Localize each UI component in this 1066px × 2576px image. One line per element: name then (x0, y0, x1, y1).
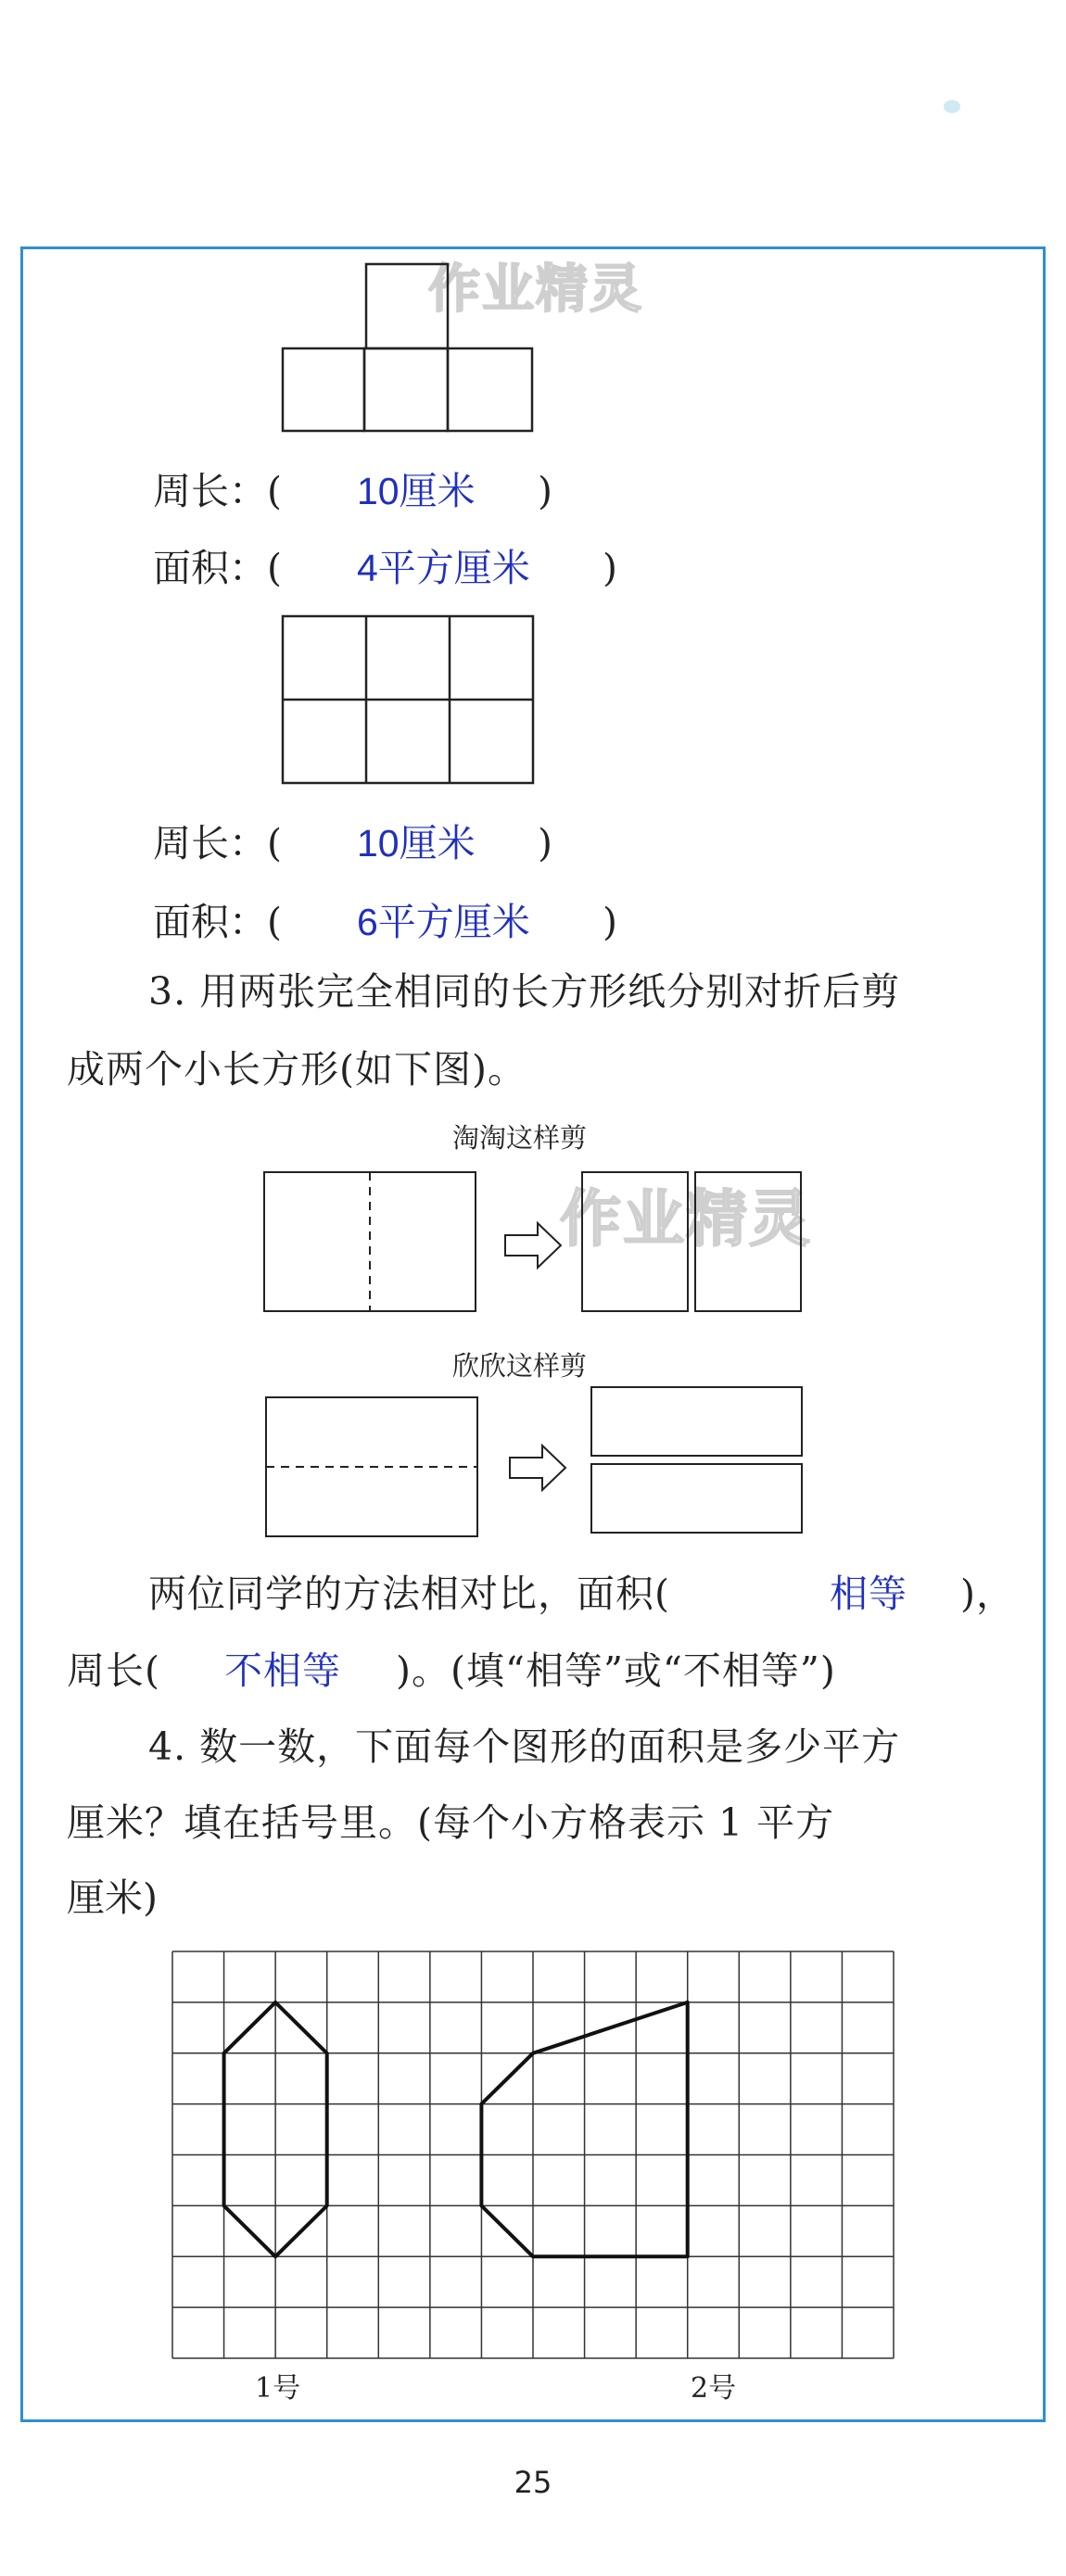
q3-text-line1: 3. 用两张完全相同的长方形纸分别对折后剪 (148, 969, 901, 1014)
area-label: 面积：( (153, 900, 282, 944)
q3-answer-hint: )。(填“相等”或“不相等”) (396, 1648, 836, 1693)
perimeter-label: 周长：( (153, 469, 282, 513)
q4-text-line3: 厘米) (67, 1875, 158, 1920)
watermark-middle: 作业精灵 (560, 1183, 812, 1255)
q3-text-line2: 成两个小长方形(如下图)。 (67, 1047, 527, 1092)
close-paren: ) (603, 546, 617, 590)
page-number: 25 (514, 2465, 552, 2500)
shape2-area-answer: 6平方厘米 (357, 901, 530, 943)
shape1-label: 1号 (255, 2372, 301, 2405)
shape1-area-answer: 4平方厘米 (357, 547, 530, 589)
area-label: 面积：( (153, 546, 282, 590)
q3-answer-tail: )， (960, 1572, 1015, 1616)
perimeter-label: 周长：( (153, 821, 282, 865)
fig1-label: 淘淘这样剪 (452, 1122, 588, 1154)
close-paren: ) (538, 821, 552, 865)
shape2-perimeter-answer: 10厘米 (357, 822, 476, 865)
shape2-label: 2号 (691, 2372, 737, 2405)
shape1-perimeter-answer: 10厘米 (357, 470, 476, 512)
q3-answer-text: 周长( (67, 1648, 160, 1693)
fig2-label: 欣欣这样剪 (452, 1350, 588, 1382)
close-paren: ) (538, 469, 552, 513)
q4-text-line1: 4. 数一数，下面每个图形的面积是多少平方 (148, 1724, 901, 1769)
q4-text-line2: 厘米？填在括号里。(每个小方格表示 1 平方 (67, 1800, 835, 1845)
close-paren: ) (603, 900, 617, 944)
q3-area-answer: 相等 (830, 1572, 907, 1615)
watermark-top: 作业精灵 (428, 259, 643, 320)
q3-perimeter-answer: 不相等 (224, 1649, 341, 1692)
q3-answer-text: 两位同学的方法相对比，面积( (148, 1572, 670, 1616)
